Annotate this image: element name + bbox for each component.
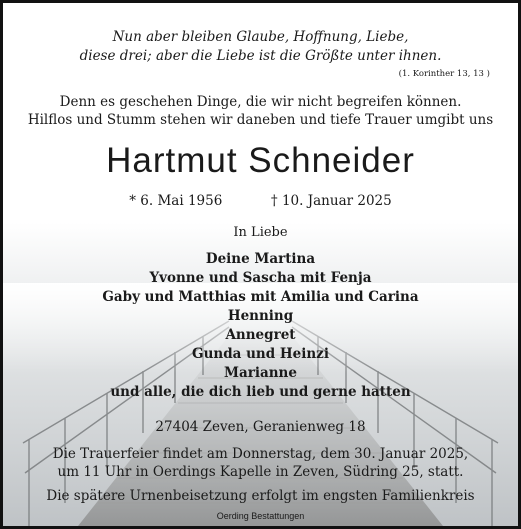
mourner-name: Annegret [225, 327, 296, 343]
mourner-name: Henning [227, 308, 294, 324]
mourner-name: Gunda und Heinzi [192, 346, 329, 362]
obituary-content [3, 3, 518, 526]
mourner-name: Gaby und Matthias mit Amilia und Carina [102, 289, 419, 305]
bible-reference: (1. Korinther 13, 13 ) [398, 69, 490, 79]
intro-line-2: Hilflos und Stumm stehen wir daneben und tiefe Trauer umgibt uns [27, 112, 494, 128]
deceased-name: Hartmut Schneider [106, 141, 415, 180]
funeral-service-line-1: Die Trauerfeier findet am Donnerstag, dem 30. Januar 2025, [52, 446, 469, 462]
mourner-name: Marianne [224, 365, 297, 381]
life-dates [3, 193, 518, 209]
undertaker-name: Oerding Bestattungen [216, 511, 305, 521]
bible-quote-line-1: Nun aber bleiben Glaube, Hoffnung, Liebe, [112, 29, 409, 45]
family-address: 27404 Zeven, Geranienweg 18 [155, 419, 366, 435]
mourner-name: Yvonne und Sascha mit Fenja [149, 270, 372, 286]
mourner-name: und alle, die dich lieb und gerne hatten [110, 384, 411, 400]
mourners-heading: In Liebe [233, 225, 288, 240]
birth-date: * 6. Mai 1956 [129, 193, 223, 209]
mourner-name: Deine Martina [205, 251, 316, 267]
death-date: † 10. Januar 2025 [270, 193, 392, 209]
bible-quote-line-2: diese drei; aber die Liebe ist die Größte unter ihnen. [79, 48, 442, 64]
burial-note: Die spätere Urnenbeisetzung erfolgt im engsten Familienkreis [46, 488, 475, 504]
funeral-service-line-2: um 11 Uhr in Oerdings Kapelle in Zeven, Südring 25, statt. [57, 464, 464, 480]
intro-line-1: Denn es geschehen Dinge, die wir nicht begreifen können. [59, 94, 462, 110]
